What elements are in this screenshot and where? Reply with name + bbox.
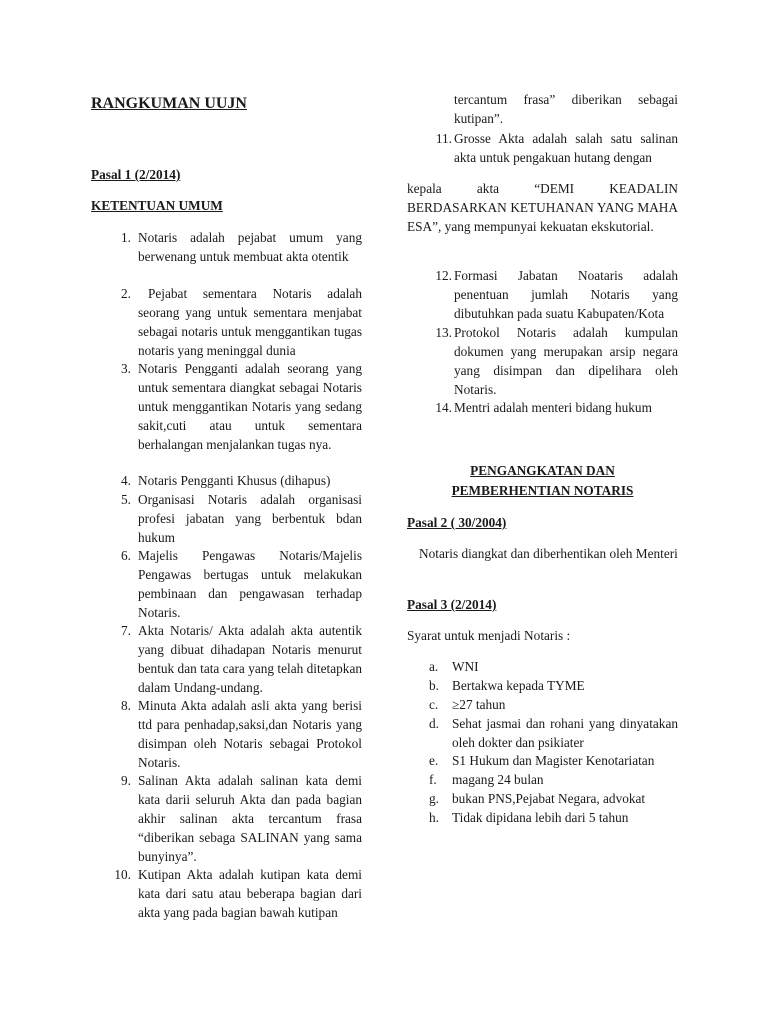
list-number: 12. bbox=[435, 268, 452, 283]
list-text: tercantum frasa” diberikan sebagai kutipan”. bbox=[454, 92, 678, 126]
list-number: 5. bbox=[121, 492, 131, 507]
list-letter: f. bbox=[429, 772, 437, 787]
list-text: Notaris Pengganti Khusus (dihapus) bbox=[138, 473, 331, 488]
list-number: 13. bbox=[435, 325, 452, 340]
list-text: Majelis Pengawas Notaris/Majelis Pengawas bertugas untuk melakukan pembinaan dan pengawasan terhadap Notaris. bbox=[138, 548, 362, 620]
list-text: Organisasi Notaris adalah organisasi profesi jabatan yang berbentuk bdan hukum bbox=[138, 492, 362, 545]
list-text: ≥27 tahun bbox=[452, 697, 506, 712]
list-text: Notaris Pengganti adalah seorang yang untuk sementara diangkat sebagai Notaris untuk menggantikan Notaris yang sedang sakit,cuti atau untuk sementara berhalangan menjalankan tugas nya. bbox=[138, 361, 362, 452]
list-letter: e. bbox=[429, 753, 439, 768]
pasal-2-text: Notaris diangkat dan diberhentikan oleh Menteri bbox=[419, 546, 678, 561]
list-text: Kutipan Akta adalah kutipan kata demi kata dari satu atau beberapa bagian dari akta yang pada bagian bawah kutipan bbox=[138, 867, 362, 920]
list-number: 11. bbox=[435, 131, 452, 146]
list-number: 1. bbox=[121, 230, 131, 245]
list-letter: a. bbox=[429, 659, 439, 674]
list-text: Sehat jasmai dan rohani yang dinyatakan oleh dokter dan psikiater bbox=[452, 716, 678, 750]
pasal-2-heading: Pasal 2 ( 30/2004) bbox=[407, 515, 507, 530]
pasal-3-heading: Pasal 3 (2/2014) bbox=[407, 597, 497, 612]
list-text: Minuta Akta adalah asli akta yang berisi ttd para penhadap,saksi,dan Notaris yang disimpan oleh Notaris sebagai Protokol Notaris. bbox=[138, 698, 362, 770]
list-text: Mentri adalah menteri bidang hukum bbox=[454, 400, 652, 415]
list-number: 7. bbox=[121, 623, 131, 638]
list-text: WNI bbox=[452, 659, 479, 674]
kepala-akta-paragraph: kepala akta “DEMI KEADALIN BERDASARKAN KETUHANAN YANG MAHA ESA”, yang mempunyai kekuatan ekskutorial. bbox=[407, 181, 678, 234]
list-number: 3. bbox=[121, 361, 131, 376]
pengangkatan-heading-line1: PENGANGKATAN DAN bbox=[470, 463, 615, 478]
list-text: S1 Hukum dan Magister Kenotariatan bbox=[452, 753, 655, 768]
list-text: Pejabat sementara Notaris adalah seorang yang untuk sementara menjabat sebagai notaris untuk menggantikan tugas notaris yang meninggal dunia bbox=[138, 286, 362, 358]
list-text: Grosse Akta adalah salah satu salinan akta untuk pengakuan hutang dengan bbox=[454, 131, 678, 165]
list-number: 6. bbox=[121, 548, 131, 563]
list-text: bukan PNS,Pejabat Negara, advokat bbox=[452, 791, 646, 806]
list-text: magang 24 bulan bbox=[452, 772, 544, 787]
list-text: Notaris adalah pejabat umum yang berwenang untuk membuat akta otentik bbox=[138, 230, 362, 264]
list-number: 8. bbox=[121, 698, 131, 713]
list-number: 14. bbox=[435, 400, 452, 415]
list-number: 4. bbox=[121, 473, 131, 488]
ketentuan-umum-heading: KETENTUAN UMUM bbox=[91, 198, 223, 213]
document-title: RANGKUMAN UUJN bbox=[91, 95, 247, 112]
syarat-text: Syarat untuk menjadi Notaris : bbox=[407, 628, 571, 643]
list-number: 10. bbox=[114, 867, 131, 882]
list-text: Salinan Akta adalah salinan kata demi kata darii seluruh Akta dan pada bagian akhir salinan akta tercantum frasa “diberikan sebaga SALINAN yang sama bunyinya”. bbox=[138, 773, 362, 864]
list-letter: g. bbox=[429, 791, 439, 806]
list-letter: d. bbox=[429, 716, 439, 731]
list-text: Protokol Notaris adalah kumpulan dokumen yang merupakan arsip negara yang disimpan dan dipelihara oleh Notaris. bbox=[454, 325, 678, 397]
list-text: Tidak dipidana lebih dari 5 tahun bbox=[452, 810, 629, 825]
list-letter: h. bbox=[429, 810, 439, 825]
list-text: Formasi Jabatan Noataris adalah penentuan jumlah Notaris yang dibutuhkan pada suatu Kabupaten/Kota bbox=[454, 268, 678, 321]
list-letter: b. bbox=[429, 678, 439, 693]
pengangkatan-heading-line2: PEMBERHENTIAN NOTARIS bbox=[451, 483, 634, 498]
list-letter: c. bbox=[429, 697, 439, 712]
list-number: 9. bbox=[121, 773, 131, 788]
list-text: Akta Notaris/ Akta adalah akta autentik yang dibuat dihadapan Notaris menurut bentuk dan tata cara yang telah ditetapkan dalam Undang-undang. bbox=[138, 623, 362, 695]
pasal-1-heading: Pasal 1 (2/2014) bbox=[91, 167, 181, 182]
list-text: Bertakwa kepada TYME bbox=[452, 678, 585, 693]
list-number: 2. bbox=[121, 286, 131, 301]
